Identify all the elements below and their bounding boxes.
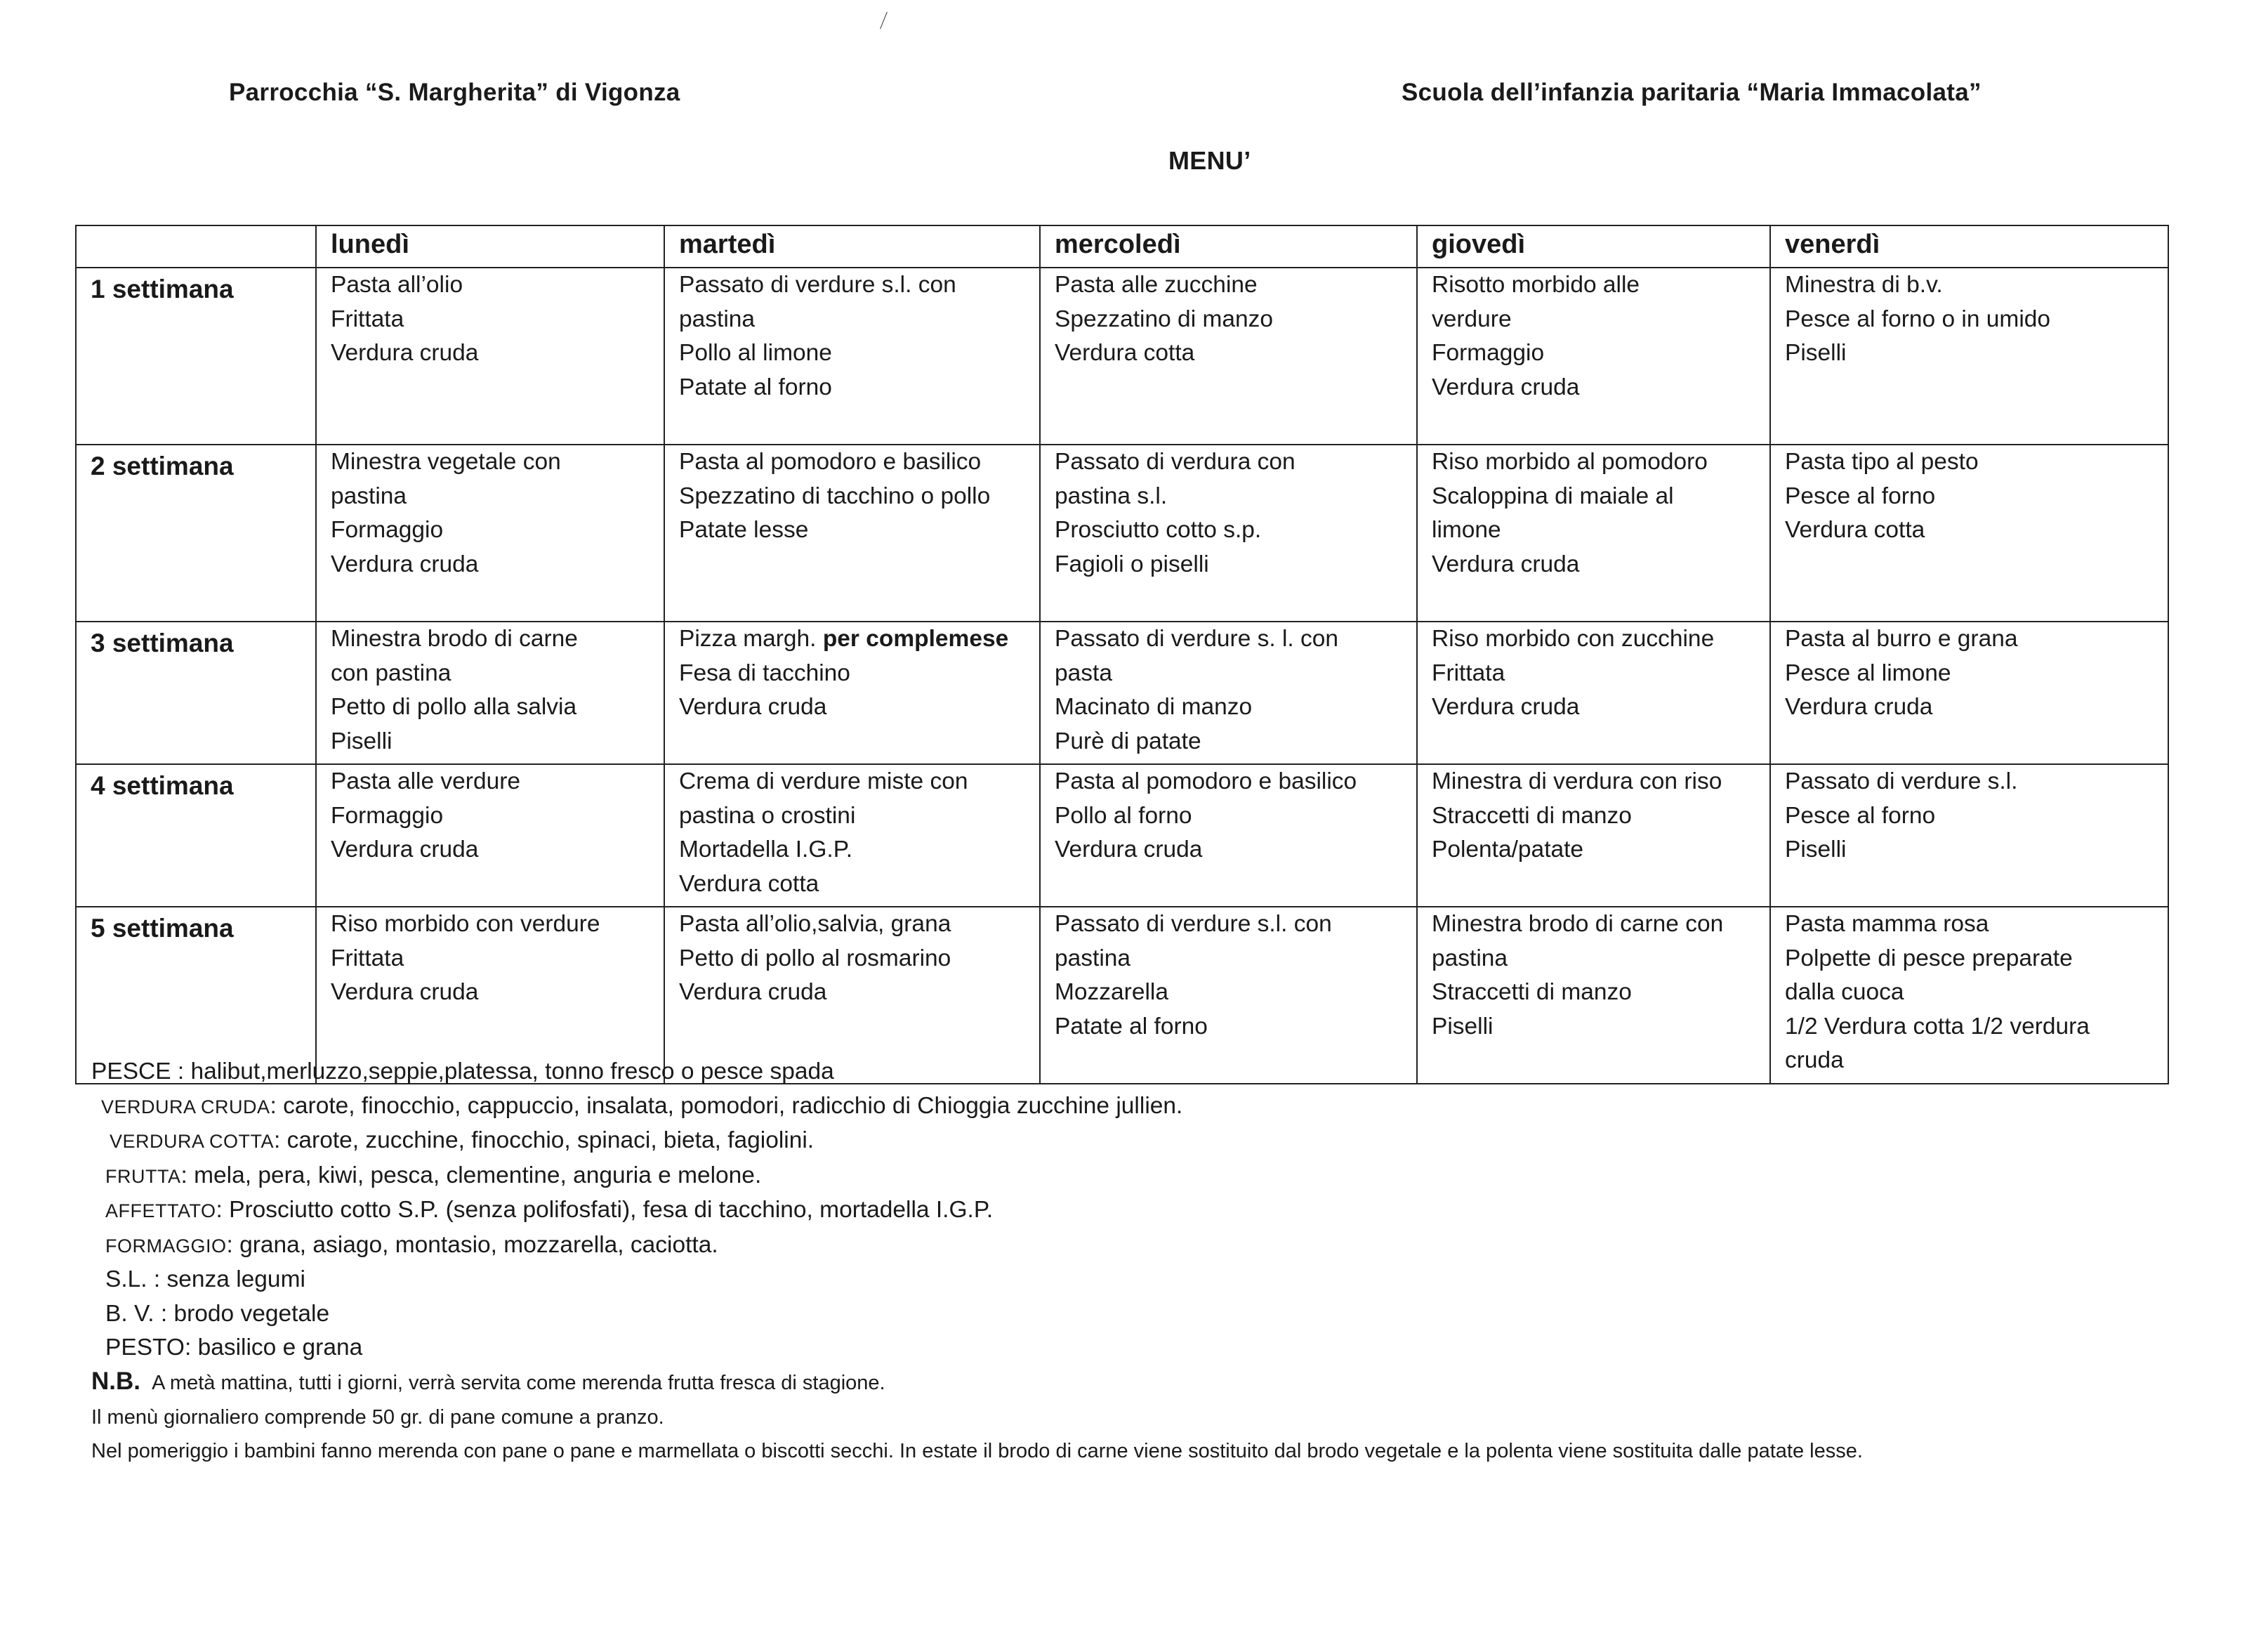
dish-text: Verdura cruda — [331, 979, 479, 1005]
legend-line — [91, 1228, 1182, 1264]
legend-text: halibut,merluzzo,seppie,platessa, tonno fresco o pesce spada — [190, 1058, 834, 1084]
menu-cell — [664, 445, 1040, 622]
dish-text: 1/2 Verdura cotta 1/2 verdura — [1785, 1013, 2090, 1040]
dish-text: Verdura cruda — [1432, 374, 1580, 400]
week-label: 3 settimana — [76, 622, 316, 764]
nb-line: Il menù giornaliero comprende 50 gr. di pane comune a pranzo. — [91, 1405, 664, 1429]
dish-text: Minestra di b.v. — [1785, 272, 1943, 298]
dish-text: Pasta all’olio,salvia, grana — [679, 911, 951, 937]
dish-line — [1785, 976, 2168, 1010]
legend-line — [91, 1159, 1182, 1194]
dish-line — [1432, 268, 1769, 303]
dish-line — [331, 480, 664, 514]
dish-text: Frittata — [331, 945, 404, 971]
dish-text: Petto di pollo alla salvia — [331, 694, 577, 720]
week-label: 4 settimana — [76, 764, 316, 907]
dish-line — [679, 942, 1039, 976]
dish-line — [1432, 942, 1769, 976]
dish-line — [1432, 657, 1769, 691]
week-label: 1 settimana — [76, 268, 316, 445]
dish-text: pastina — [331, 483, 407, 509]
legend-sep: : — [180, 1162, 195, 1188]
legend-sep: : — [274, 1127, 287, 1153]
dish-text: limone — [1432, 517, 1501, 543]
day-header: venerdì — [1770, 225, 2168, 268]
legend-key: VERDURA CRUDA — [101, 1096, 270, 1117]
dish-line — [1785, 480, 2168, 514]
menu-cell — [1040, 268, 1417, 445]
week-row — [76, 268, 2168, 445]
dish-text: Formaggio — [1432, 340, 1545, 366]
legend-line — [91, 1089, 1182, 1124]
dish-line — [331, 976, 664, 1010]
dish-line — [1055, 303, 1416, 337]
legend-line — [91, 1263, 1182, 1297]
legend-line — [91, 1331, 1182, 1365]
dish-line — [1055, 336, 1416, 371]
dish-text: Pasta all’olio — [331, 272, 463, 298]
dish-text: dalla cuoca — [1785, 979, 1904, 1005]
dish-line — [679, 690, 1039, 725]
dish-text: Piselli — [1785, 837, 1847, 863]
dish-text: Verdura cruda — [1432, 694, 1580, 720]
legend-line — [91, 1297, 1182, 1332]
dish-line — [679, 907, 1039, 942]
menu-cell — [1040, 445, 1417, 622]
menu-cell — [1770, 268, 2168, 445]
school-name: Scuola dell’infanzia paritaria “Maria Immacolata” — [1402, 79, 1982, 106]
day-header: lunedì — [316, 225, 664, 268]
legend-text: carote, finocchio, cappuccio, insalata, pomodori, radicchio di Chioggia zucchine jullien. — [283, 1092, 1183, 1119]
dish-text: pastina — [1055, 945, 1131, 971]
dish-line — [1055, 833, 1416, 867]
dish-text: Patate al forno — [679, 374, 832, 400]
dish-line — [1432, 303, 1769, 337]
dish-text: Minestra brodo di carne — [331, 626, 578, 652]
dish-line — [331, 548, 664, 582]
dish-line — [1055, 976, 1416, 1010]
dish-line — [1055, 548, 1416, 582]
legend-text: grana, asiago, montasio, mozzarella, caciotta. — [239, 1231, 718, 1258]
dish-line — [679, 336, 1039, 371]
dish-line — [331, 445, 664, 480]
legend-sep: : — [270, 1092, 284, 1119]
dish-line — [331, 268, 664, 303]
dish-text: Pollo al limone — [679, 340, 832, 366]
dish-line — [1432, 1010, 1769, 1044]
dish-text: Macinato di manzo — [1055, 694, 1253, 720]
dish-line — [1055, 268, 1416, 303]
dish-text: Piselli — [331, 728, 393, 754]
dish-text: cruda — [1785, 1047, 1844, 1073]
day-header: martedì — [664, 225, 1040, 268]
dish-text: con pastina — [331, 660, 451, 686]
dish-line — [1055, 622, 1416, 657]
menu-table — [75, 225, 2169, 1084]
dish-text: Straccetti di manzo — [1432, 802, 1632, 829]
dish-text: Verdura cruda — [1785, 694, 1933, 720]
menu-cell — [664, 764, 1040, 907]
dish-text: Verdura cotta — [1055, 340, 1195, 366]
dish-line — [1785, 657, 2168, 691]
dish-line — [1785, 907, 2168, 942]
menu-cell — [664, 268, 1040, 445]
dish-text: Passato di verdure s.l. con — [679, 272, 956, 298]
dish-text: Passato di verdure s. l. con — [1055, 626, 1339, 652]
dish-text: Riso morbido al pomodoro — [1432, 449, 1708, 475]
dish-text: Polpette di pesce preparate — [1785, 945, 2073, 971]
dish-line — [1785, 799, 2168, 834]
legend-key: PESCE — [91, 1058, 171, 1084]
legend-line — [91, 1055, 1182, 1089]
week-row — [76, 445, 2168, 622]
dish-line — [1785, 833, 2168, 867]
dish-line — [1785, 1010, 2168, 1044]
dish-text: Piselli — [1432, 1013, 1494, 1040]
dish-line — [1432, 765, 1769, 799]
menu-cell — [1417, 907, 1770, 1084]
dish-line — [331, 907, 664, 942]
menu-cell — [1417, 445, 1770, 622]
legend-text: brodo vegetale — [173, 1300, 330, 1327]
dish-text: Pasta alle verdure — [331, 768, 521, 794]
menu-cell — [1770, 764, 2168, 907]
menu-cell — [316, 764, 664, 907]
week-row — [76, 622, 2168, 764]
legend-text: mela, pera, kiwi, pesca, clementine, anguria e melone. — [194, 1162, 762, 1188]
menu-cell — [1040, 764, 1417, 907]
dish-text: Passato di verdure s.l. — [1785, 768, 2018, 794]
dish-line — [1432, 622, 1769, 657]
dish-line — [1785, 268, 2168, 303]
legend-line — [91, 1124, 1182, 1159]
legend-key: PESTO — [105, 1334, 185, 1360]
legend-sep: : — [216, 1197, 230, 1223]
scan-mark — [880, 12, 888, 29]
dish-text: Verdura cruda — [1432, 551, 1580, 577]
dish-text: Frittata — [331, 306, 404, 332]
dish-line — [1785, 765, 2168, 799]
dish-line — [1055, 765, 1416, 799]
legend-line — [91, 1193, 1182, 1228]
dish-line — [1785, 336, 2168, 371]
nb-text: A metà mattina, tutti i giorni, verrà servita come merenda frutta fresca di stagione. — [152, 1372, 885, 1394]
dish-text: Pesce al forno — [1785, 483, 1936, 509]
dish-text: Verdura cruda — [331, 340, 479, 366]
nb-line: Nel pomeriggio i bambini fanno merenda con pane o pane e marmellata o biscotti secchi. In estate il brodo di carne viene sostituito dal brodo vegetale e la polenta viene sostituita dalle patate lesse. — [91, 1440, 1863, 1462]
dish-line — [1432, 833, 1769, 867]
dish-text: Polenta/patate — [1432, 837, 1584, 863]
menu-cell — [1770, 622, 2168, 764]
legend-sep: : — [226, 1231, 240, 1258]
dish-line — [679, 976, 1039, 1010]
dish-line — [679, 867, 1039, 902]
dish-line — [331, 765, 664, 799]
dish-line — [1785, 303, 2168, 337]
dish-text: Pasta alle zucchine — [1055, 272, 1258, 298]
dish-text: Verdura cotta — [679, 870, 819, 897]
legend-sep: : — [147, 1266, 167, 1292]
legend-key: B. V. — [105, 1300, 154, 1327]
dish-line — [331, 799, 664, 834]
dish-text: pastina o crostini — [679, 802, 856, 829]
dish-text: Scaloppina di maiale al — [1432, 483, 1674, 509]
dish-line — [679, 833, 1039, 867]
dish-text: Crema di verdure miste con — [679, 768, 968, 794]
legend-key: S.L. — [105, 1266, 147, 1292]
dish-text: Verdura cotta — [1785, 517, 1925, 543]
dish-line — [1055, 799, 1416, 834]
dish-text: Pesce al forno o in umido — [1785, 306, 2051, 332]
week-label: 2 settimana — [76, 445, 316, 622]
week-label: 5 settimana — [76, 907, 316, 1084]
dish-text: pasta — [1055, 660, 1112, 686]
dish-line — [679, 513, 1039, 548]
dish-line — [1785, 513, 2168, 548]
dish-text: Prosciutto cotto s.p. — [1055, 517, 1262, 543]
menu-cell — [1770, 445, 2168, 622]
dish-text: Petto di pollo al rosmarino — [679, 945, 951, 971]
dish-text: Minestra vegetale con — [331, 449, 561, 475]
dish-line — [1432, 513, 1769, 548]
dish-text: pastina — [1432, 945, 1508, 971]
dish-text: Spezzatino di manzo — [1055, 306, 1273, 332]
dish-line — [1785, 690, 2168, 725]
dish-text: Minestra di verdura con riso — [1432, 768, 1722, 794]
dish-text: Pesce al limone — [1785, 660, 1951, 686]
dish-text: Verdura cruda — [331, 551, 479, 577]
dish-text: Patate lesse — [679, 517, 809, 543]
dish-line — [1055, 1010, 1416, 1044]
menu-cell — [664, 622, 1040, 764]
legend-text: basilico e grana — [197, 1334, 363, 1360]
dish-line — [679, 371, 1039, 405]
menu-cell — [1040, 622, 1417, 764]
dish-text: Pollo al forno — [1055, 802, 1192, 829]
dish-line — [1055, 942, 1416, 976]
menu-cell — [316, 268, 664, 445]
dish-text: Verdura cruda — [679, 979, 827, 1005]
dish-text: Formaggio — [331, 517, 444, 543]
dish-line — [679, 799, 1039, 834]
dish-line — [679, 622, 1039, 657]
dish-text: verdure — [1432, 306, 1512, 332]
dish-line — [1432, 480, 1769, 514]
dish-text: Passato di verdure s.l. con — [1055, 911, 1332, 937]
dish-text: Fesa di tacchino — [679, 660, 850, 686]
dish-line — [679, 657, 1039, 691]
dish-text: Fagioli o piselli — [1055, 551, 1209, 577]
dish-text: Patate al forno — [1055, 1013, 1208, 1040]
table-corner-cell — [76, 225, 316, 268]
nb-label: N.B. — [91, 1368, 140, 1395]
legend-text: carote, zucchine, finocchio, spinaci, bieta, fagiolini. — [286, 1127, 815, 1153]
dish-line — [331, 690, 664, 725]
dish-text: Verdura cruda — [679, 694, 827, 720]
dish-text: Frittata — [1432, 660, 1505, 686]
dish-text: pastina — [679, 306, 756, 332]
menu-cell — [1417, 622, 1770, 764]
dish-line — [1785, 622, 2168, 657]
dish-text: Spezzatino di tacchino o pollo — [679, 483, 991, 509]
dish-line — [1785, 1044, 2168, 1078]
legend-key: FRUTTA — [105, 1165, 181, 1187]
legend-key: FORMAGGIO — [105, 1235, 227, 1257]
day-header: giovedì — [1417, 225, 1770, 268]
menu-cell — [1417, 764, 1770, 907]
dish-text: Passato di verdura con — [1055, 449, 1295, 475]
legend-sep: : — [184, 1334, 198, 1360]
legend-key: VERDURA COTTA — [110, 1131, 275, 1152]
dish-line — [331, 725, 664, 759]
dish-line — [1055, 725, 1416, 759]
dish-line — [331, 942, 664, 976]
dish-text: Verdura cruda — [331, 837, 479, 863]
dish-text: Mozzarella — [1055, 979, 1168, 1005]
dish-line — [679, 765, 1039, 799]
dish-text: Straccetti di manzo — [1432, 979, 1632, 1005]
dish-text: Formaggio — [331, 802, 444, 829]
dish-note: per complemese — [822, 626, 1009, 652]
legend-sep: : — [154, 1300, 174, 1327]
dish-text: Riso morbido con verdure — [331, 911, 600, 937]
dish-text: Mortadella I.G.P. — [679, 837, 853, 863]
dish-text: Minestra brodo di carne con — [1432, 911, 1724, 937]
legend-notes — [91, 1055, 1182, 1365]
legend-key: AFFETTATO — [105, 1200, 216, 1221]
dish-line — [1055, 657, 1416, 691]
dish-text: Verdura cruda — [1055, 837, 1203, 863]
dish-line — [1055, 445, 1416, 480]
dish-text: Purè di patate — [1055, 728, 1201, 754]
dish-text: pastina s.l. — [1055, 483, 1168, 509]
dish-text: Pasta al burro e grana — [1785, 626, 2018, 652]
menu-cell — [1770, 907, 2168, 1084]
dish-text: Risotto morbido alle — [1432, 272, 1640, 298]
dish-text: Pasta mamma rosa — [1785, 911, 1989, 937]
dish-text: Pasta tipo al pesto — [1785, 449, 1979, 475]
dish-line — [1432, 976, 1769, 1010]
dish-line — [331, 336, 664, 371]
dish-text: Pesce al forno — [1785, 802, 1936, 829]
week-row — [76, 764, 2168, 907]
dish-line — [1432, 445, 1769, 480]
menu-cell — [316, 445, 664, 622]
menu-cell — [1417, 268, 1770, 445]
dish-line — [679, 303, 1039, 337]
dish-text: Piselli — [1785, 340, 1847, 366]
menu-cell — [316, 622, 664, 764]
dish-line — [1432, 799, 1769, 834]
dish-line — [1432, 371, 1769, 405]
dish-line — [1785, 942, 2168, 976]
dish-text: Pizza margh. — [679, 626, 817, 652]
dish-line — [331, 303, 664, 337]
dish-text: Pasta al pomodoro e basilico — [1055, 768, 1357, 794]
dish-line — [1432, 690, 1769, 725]
nota-bene — [91, 1365, 1863, 1469]
page-title: MENU’ — [1168, 146, 1251, 175]
dish-line — [331, 622, 664, 657]
dish-line — [331, 833, 664, 867]
dish-line — [331, 657, 664, 691]
parish-name: Parrocchia “S. Margherita” di Vigonza — [229, 79, 680, 106]
legend-sep: : — [171, 1058, 191, 1084]
dish-line — [679, 445, 1039, 480]
dish-line — [1055, 907, 1416, 942]
dish-line — [1055, 690, 1416, 725]
dish-text: Pasta al pomodoro e basilico — [679, 449, 982, 475]
dish-text: Riso morbido con zucchine — [1432, 626, 1715, 652]
legend-text: Prosciutto cotto S.P. (senza polifosfati), fesa di tacchino, mortadella I.G.P. — [229, 1197, 994, 1223]
dish-line — [1055, 480, 1416, 514]
dish-line — [331, 513, 664, 548]
day-header: mercoledì — [1040, 225, 1417, 268]
dish-line — [1785, 445, 2168, 480]
dish-line — [679, 480, 1039, 514]
dish-line — [1055, 513, 1416, 548]
table-header-row — [76, 225, 2168, 268]
dish-line — [1432, 548, 1769, 582]
dish-line — [1432, 336, 1769, 371]
dish-line — [1432, 907, 1769, 942]
nb-line — [91, 1365, 1863, 1401]
legend-text: senza legumi — [166, 1266, 305, 1292]
dish-line — [679, 268, 1039, 303]
